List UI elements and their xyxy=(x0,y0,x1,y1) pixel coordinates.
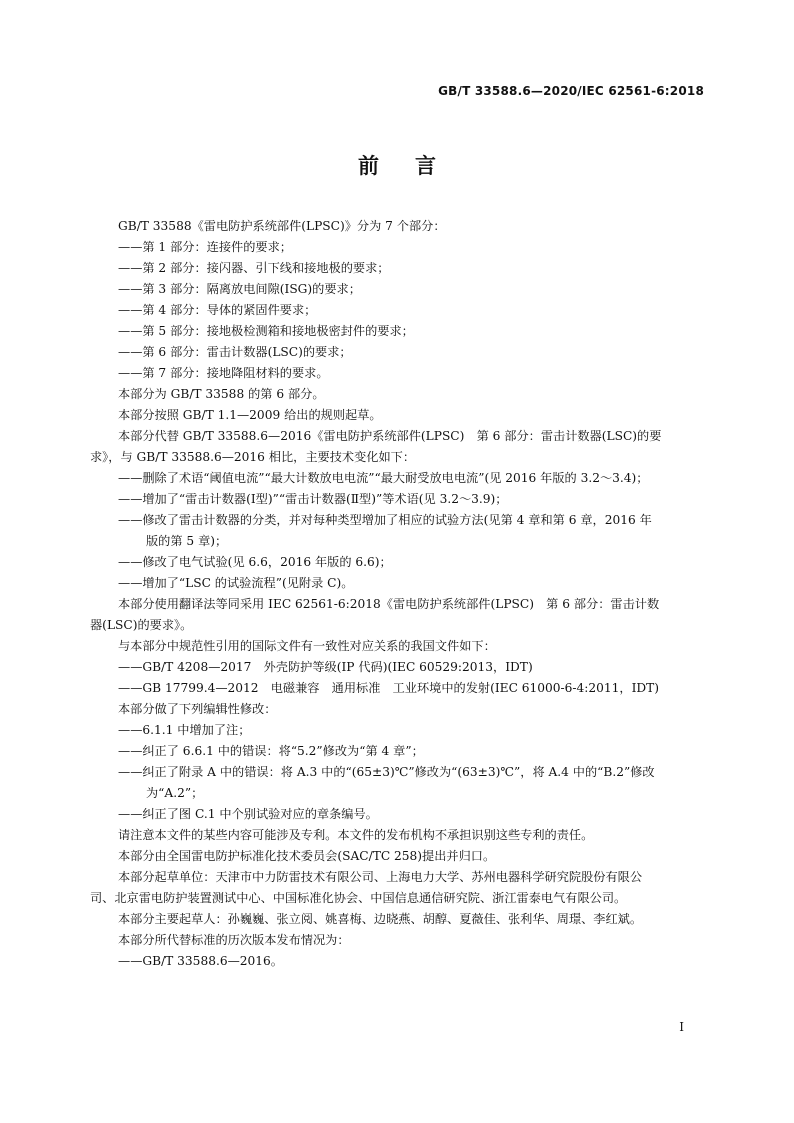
list-item: ——GB/T 4208—2017 外壳防护等级(IP 代码)(IEC 60529:2013，IDT) xyxy=(118,660,533,674)
list-item: ——GB 17799.4—2012 电磁兼容 通用标准 工业环境中的发射(IEC 61000-6-4:2011，IDT) xyxy=(118,681,660,695)
list-item: ——增加了“LSC 的试验流程”(见附录 C)。 xyxy=(118,576,354,590)
text-line: 本部分做了下列编辑性修改： xyxy=(118,702,277,716)
list-item: ——第 3 部分：隔离放电间隙(ISG)的要求； xyxy=(118,282,361,296)
list-item: ——删除了术语“阈值电流”“最大计数放电电流”“最大耐受放电电流”(见 2016 年版的 3.2～3.4)； xyxy=(118,471,649,485)
list-item: ——纠正了图 C.1 中个别试验对应的章条编号。 xyxy=(118,807,378,821)
text-line: 本部分使用翻译法等同采用 IEC 62561-6:2018《雷电防护系统部件(LPSC) 第 6 部分：雷击计数 xyxy=(118,597,660,611)
page-title: 前言 xyxy=(358,154,472,178)
list-item-continuation: 为“A.2”； xyxy=(146,786,204,800)
text-line: 本部分主要起草人：孙巍巍、张立阅、姚喜梅、边晓燕、胡醇、夏薇佳、张利华、周璟、李红斌。 xyxy=(118,912,643,926)
list-item: ——纠正了附录 A 中的错误：将 A.3 中的“(65±3)℃”修改为“(63±3)℃”，将 A.4 中的“B.2”修改 xyxy=(118,765,655,779)
list-item: ——第 6 部分：雷击计数器(LSC)的要求； xyxy=(118,345,352,359)
list-item: ——第 1 部分：连接件的要求； xyxy=(118,240,292,254)
list-item: ——增加了“雷击计数器(Ⅰ型)”“雷击计数器(Ⅱ型)”等术语(见 3.2～3.9)； xyxy=(118,492,508,506)
text-line: 请注意本文件的某些内容可能涉及专利。本文件的发布机构不承担识别这些专利的责任。 xyxy=(118,828,594,842)
list-item: ——纠正了 6.6.1 中的错误：将“5.2”修改为“第 4 章”； xyxy=(118,744,424,758)
text-line: 司、北京雷电防护装置测试中心、中国标准化协会、中国信息通信研究院、浙江雷泰电气有限公司。 xyxy=(90,891,627,905)
page-number: Ⅰ xyxy=(679,1020,684,1034)
list-item: ——第 7 部分：接地降阻材料的要求。 xyxy=(118,366,329,380)
text-line: 本部分由全国雷电防护标准化技术委员会(SAC/TC 258)提出并归口。 xyxy=(118,849,496,863)
text-line: 本部分按照 GB/T 1.1—2009 给出的规则起草。 xyxy=(118,408,382,422)
text-line: 求》，与 GB/T 33588.6—2016 相比，主要技术变化如下： xyxy=(90,450,416,464)
list-item: ——修改了电气试验(见 6.6，2016 年版的 6.6)； xyxy=(118,555,392,569)
list-item: ——第 4 部分：导体的紧固件要求； xyxy=(118,303,317,317)
list-item: ——GB/T 33588.6—2016。 xyxy=(118,954,283,968)
text-line: 器(LSC)的要求》。 xyxy=(90,618,193,632)
list-item: ——第 2 部分：接闪器、引下线和接地极的要求； xyxy=(118,261,390,275)
list-item-continuation: 版的第 5 章)； xyxy=(146,534,228,548)
text-line: GB/T 33588《雷电防护系统部件(LPSC)》分为 7 个部分： xyxy=(118,219,446,233)
text-line: 本部分起草单位：天津市中力防雷技术有限公司、上海电力大学、苏州电器科学研究院股份有限公 xyxy=(118,870,643,884)
text-line: 本部分代替 GB/T 33588.6—2016《雷电防护系统部件(LPSC) 第 6 部分：雷击计数器(LSC)的要 xyxy=(118,429,662,443)
list-item: ——修改了雷击计数器的分类，并对每种类型增加了相应的试验方法(见第 4 章和第 6 章，2016 年 xyxy=(118,513,652,527)
list-item: ——第 5 部分：接地极检测箱和接地极密封件的要求； xyxy=(118,324,414,338)
list-item: ——6.1.1 中增加了注； xyxy=(118,723,251,737)
text-line: 与本部分中规范性引用的国际文件有一致性对应关系的我国文件如下： xyxy=(118,639,496,653)
text-line: 本部分为 GB/T 33588 的第 6 部分。 xyxy=(118,387,325,401)
text-line: 本部分所代替标准的历次版本发布情况为： xyxy=(118,933,350,947)
foreword-body xyxy=(90,216,710,972)
standard-code-header: GB/T 33588.6—2020/IEC 62561-6:2018 xyxy=(438,84,704,98)
